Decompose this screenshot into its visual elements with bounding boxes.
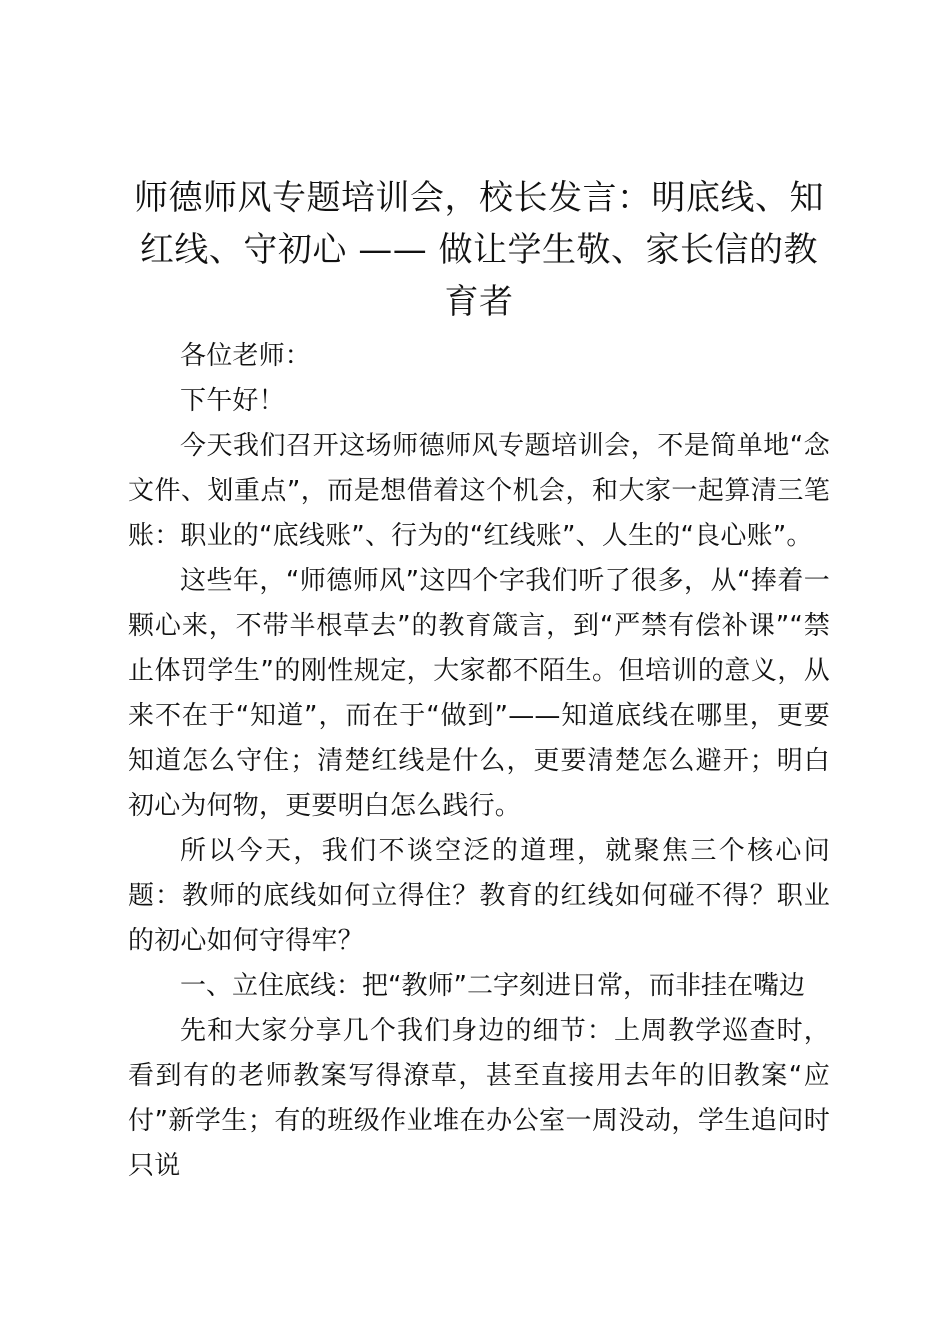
body-paragraph: 所以今天，我们不谈空泛的道理，就聚焦三个核心问题：教师的底线如何立得住？教育的红线如何碰不得？职业的初心如何守得牢？: [128, 836, 830, 956]
body-paragraph: 先和大家分享几个我们身边的细节：上周教学巡查时，看到有的老师教案写得潦草，甚至直接用去年的旧教案“应付”新学生；有的班级作业堆在办公室一周没动，学生追问时只说: [128, 1016, 830, 1181]
section-heading: 一、立住底线：把“教师”二字刻进日常，而非挂在嘴边: [180, 971, 805, 1001]
document-page: [128, 172, 830, 1189]
body-paragraph: 这些年，“师德师风”这四个字我们听了很多，从“捧着一颗心来，不带半根草去”的教育箴言，到“严禁有偿补课”“禁止体罚学生”的刚性规定，大家都不陌生。但培训的意义，从来不在于“知道”，而在于“做到”——知道底线在哪里，更要知道怎么守住；清楚红线是什么，更要清楚怎么避开；明白初心为何物，更要明白怎么践行。: [128, 566, 830, 821]
document-title: 师德师风专题培训会，校长发言：明底线、知红线、守初心 —— 做让学生敬、家长信的教育者: [134, 178, 824, 322]
greeting: 下午好！: [180, 386, 285, 416]
salutation: 各位老师：: [180, 341, 312, 371]
body-paragraph: 今天我们召开这场师德师风专题培训会，不是简单地“念文件、划重点”，而是想借着这个机会，和大家一起算清三笔账：职业的“底线账”、行为的“红线账”、人生的“良心账”。: [128, 431, 830, 551]
